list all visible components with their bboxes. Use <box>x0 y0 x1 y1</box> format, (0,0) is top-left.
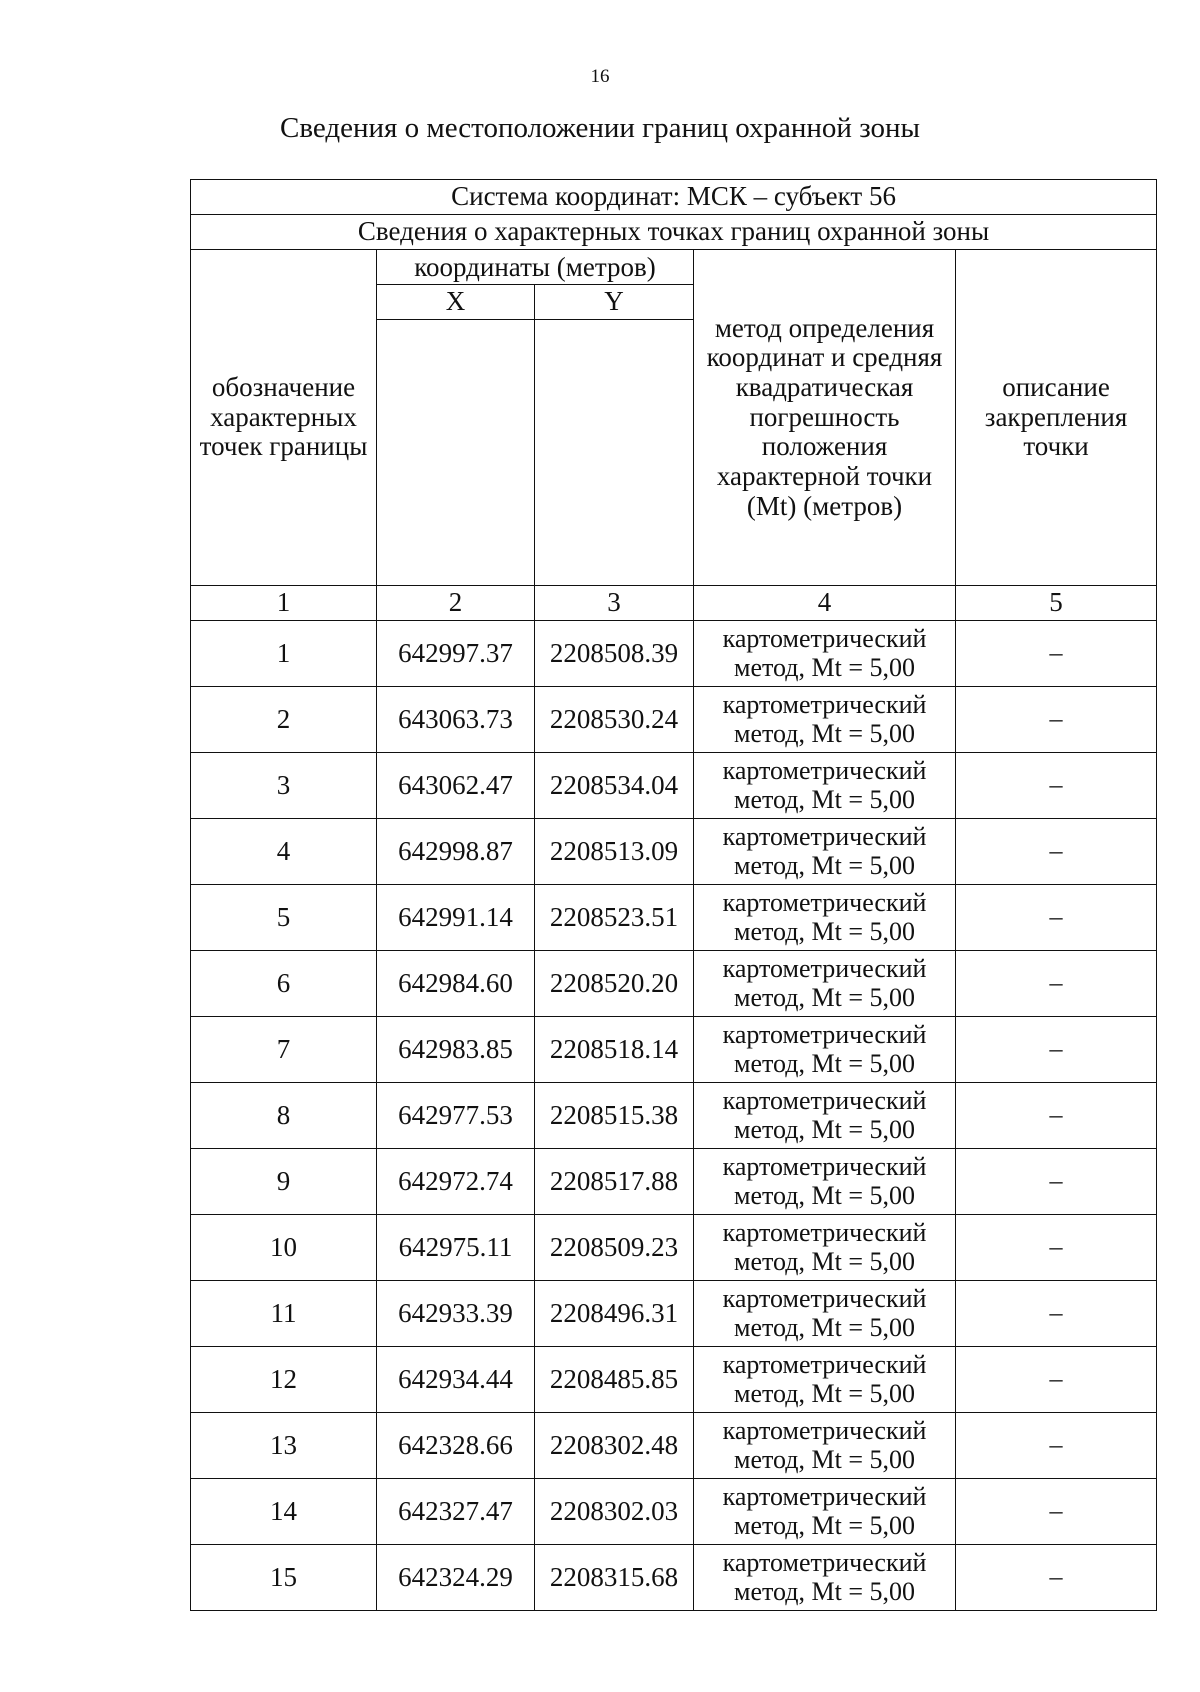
method-line-1: картометрический <box>722 756 927 786</box>
point-number-cell: 9 <box>191 1149 377 1215</box>
table-row <box>191 753 1157 819</box>
point-number-cell: 15 <box>191 1545 377 1611</box>
method-line-1: картометрический <box>722 822 927 852</box>
method-line-1: картометрический <box>722 690 927 720</box>
method-line-2: метод, Mt = 5,00 <box>734 850 915 880</box>
method-cell <box>694 885 956 951</box>
fixing-description-cell: – <box>956 1017 1157 1083</box>
column-number-3: 3 <box>535 586 694 621</box>
y-coordinate-cell: 2208496.31 <box>535 1281 694 1347</box>
boundary-points-table <box>190 179 1157 1611</box>
header-x-spacer <box>377 320 535 586</box>
x-coordinate-cell: 642983.85 <box>377 1017 535 1083</box>
method-line-2: метод, Mt = 5,00 <box>734 1246 915 1276</box>
table-row <box>191 687 1157 753</box>
y-coordinate-cell: 2208520.20 <box>535 951 694 1017</box>
fixing-description-cell: – <box>956 1413 1157 1479</box>
column-number-2: 2 <box>377 586 535 621</box>
column-number-1: 1 <box>191 586 377 621</box>
y-coordinate-cell: 2208509.23 <box>535 1215 694 1281</box>
x-coordinate-cell: 642998.87 <box>377 819 535 885</box>
method-cell <box>694 1413 956 1479</box>
y-coordinate-cell: 2208530.24 <box>535 687 694 753</box>
fixing-description-cell: – <box>956 753 1157 819</box>
point-number-cell: 2 <box>191 687 377 753</box>
y-coordinate-cell: 2208513.09 <box>535 819 694 885</box>
table-row <box>191 1017 1157 1083</box>
header-x: X <box>377 285 535 320</box>
y-coordinate-cell: 2208315.68 <box>535 1545 694 1611</box>
method-line-1: картометрический <box>722 1218 927 1248</box>
method-line-1: картометрический <box>722 1020 927 1050</box>
column-number-5: 5 <box>956 586 1157 621</box>
y-coordinate-cell: 2208523.51 <box>535 885 694 951</box>
table-row <box>191 1149 1157 1215</box>
table-row <box>191 819 1157 885</box>
method-line-1: картометрический <box>722 1482 927 1512</box>
method-line-1: картометрический <box>722 1548 927 1578</box>
table-row <box>191 885 1157 951</box>
table-row <box>191 1347 1157 1413</box>
point-number-cell: 1 <box>191 621 377 687</box>
method-line-2: метод, Mt = 5,00 <box>734 718 915 748</box>
page-number: 16 <box>590 66 610 87</box>
x-coordinate-cell: 642997.37 <box>377 621 535 687</box>
method-line-2: метод, Mt = 5,00 <box>734 1114 915 1144</box>
fixing-description-cell: – <box>956 621 1157 687</box>
coordinate-system-cell: Система координат: МСК – субъект 56 <box>191 180 1157 215</box>
point-number-cell: 8 <box>191 1083 377 1149</box>
y-coordinate-cell: 2208517.88 <box>535 1149 694 1215</box>
fixing-description-cell: – <box>956 885 1157 951</box>
table-row <box>191 1545 1157 1611</box>
x-coordinate-cell: 642984.60 <box>377 951 535 1017</box>
y-coordinate-cell: 2208302.03 <box>535 1479 694 1545</box>
method-line-2: метод, Mt = 5,00 <box>734 1510 915 1540</box>
method-line-1: картометрический <box>722 1152 927 1182</box>
fixing-description-cell: – <box>956 819 1157 885</box>
y-coordinate-cell: 2208485.85 <box>535 1347 694 1413</box>
method-cell <box>694 753 956 819</box>
method-line-2: метод, Mt = 5,00 <box>734 1378 915 1408</box>
header-fixing-description: описание закрепления точки <box>956 250 1157 586</box>
method-cell <box>694 1479 956 1545</box>
fixing-description-cell: – <box>956 1215 1157 1281</box>
method-line-1: картометрический <box>722 1416 927 1446</box>
method-line-1: картометрический <box>722 954 927 984</box>
table-row <box>191 1413 1157 1479</box>
x-coordinate-cell: 642327.47 <box>377 1479 535 1545</box>
table-row <box>191 1479 1157 1545</box>
point-number-cell: 3 <box>191 753 377 819</box>
method-cell <box>694 1017 956 1083</box>
x-coordinate-cell: 642324.29 <box>377 1545 535 1611</box>
table-row <box>191 951 1157 1017</box>
point-number-cell: 12 <box>191 1347 377 1413</box>
x-coordinate-cell: 643062.47 <box>377 753 535 819</box>
method-cell <box>694 1281 956 1347</box>
method-cell <box>694 1083 956 1149</box>
point-number-cell: 14 <box>191 1479 377 1545</box>
point-number-cell: 7 <box>191 1017 377 1083</box>
method-cell <box>694 951 956 1017</box>
x-coordinate-cell: 642328.66 <box>377 1413 535 1479</box>
x-coordinate-cell: 642977.53 <box>377 1083 535 1149</box>
y-coordinate-cell: 2208534.04 <box>535 753 694 819</box>
method-cell <box>694 1215 956 1281</box>
table-row <box>191 1215 1157 1281</box>
method-line-1: картометрический <box>722 1284 927 1314</box>
method-line-2: метод, Mt = 5,00 <box>734 1312 915 1342</box>
x-coordinate-cell: 642972.74 <box>377 1149 535 1215</box>
method-line-2: метод, Mt = 5,00 <box>734 1180 915 1210</box>
method-cell <box>694 1347 956 1413</box>
header-coordinates-group: координаты (метров) <box>377 250 694 285</box>
fixing-description-cell: – <box>956 1149 1157 1215</box>
fixing-description-cell: – <box>956 951 1157 1017</box>
header-point-designation: обозначение характерных точек границы <box>191 250 377 586</box>
method-line-2: метод, Mt = 5,00 <box>734 652 915 682</box>
table-row <box>191 1083 1157 1149</box>
fixing-description-cell: – <box>956 1479 1157 1545</box>
x-coordinate-cell: 642934.44 <box>377 1347 535 1413</box>
method-line-2: метод, Mt = 5,00 <box>734 1444 915 1474</box>
fixing-description-cell: – <box>956 1347 1157 1413</box>
fixing-description-cell: – <box>956 1083 1157 1149</box>
y-coordinate-cell: 2208508.39 <box>535 621 694 687</box>
point-number-cell: 11 <box>191 1281 377 1347</box>
section-title-cell: Сведения о характерных точках границ охранной зоны <box>191 215 1157 250</box>
document-title: Сведения о местоположении границ охранной зоны <box>279 112 920 144</box>
method-line-2: метод, Mt = 5,00 <box>734 784 915 814</box>
method-line-2: метод, Mt = 5,00 <box>734 1576 915 1606</box>
method-line-1: картометрический <box>722 1350 927 1380</box>
method-cell <box>694 819 956 885</box>
y-coordinate-cell: 2208515.38 <box>535 1083 694 1149</box>
table-row <box>191 621 1157 687</box>
y-coordinate-cell: 2208302.48 <box>535 1413 694 1479</box>
point-number-cell: 10 <box>191 1215 377 1281</box>
method-line-2: метод, Mt = 5,00 <box>734 916 915 946</box>
method-cell <box>694 1545 956 1611</box>
x-coordinate-cell: 642975.11 <box>377 1215 535 1281</box>
method-line-2: метод, Mt = 5,00 <box>734 982 915 1012</box>
point-number-cell: 6 <box>191 951 377 1017</box>
y-coordinate-cell: 2208518.14 <box>535 1017 694 1083</box>
fixing-description-cell: – <box>956 1545 1157 1611</box>
method-line-1: картометрический <box>722 624 927 654</box>
header-y-spacer <box>535 320 694 586</box>
method-cell <box>694 1149 956 1215</box>
x-coordinate-cell: 642933.39 <box>377 1281 535 1347</box>
fixing-description-cell: – <box>956 687 1157 753</box>
x-coordinate-cell: 642991.14 <box>377 885 535 951</box>
column-number-row <box>191 586 1157 621</box>
table-row <box>191 1281 1157 1347</box>
header-y: Y <box>535 285 694 320</box>
method-line-2: метод, Mt = 5,00 <box>734 1048 915 1078</box>
method-cell <box>694 687 956 753</box>
method-line-1: картометрический <box>722 1086 927 1116</box>
point-number-cell: 13 <box>191 1413 377 1479</box>
column-number-4: 4 <box>694 586 956 621</box>
method-cell <box>694 621 956 687</box>
point-number-cell: 4 <box>191 819 377 885</box>
fixing-description-cell: – <box>956 1281 1157 1347</box>
header-method: метод определения координат и средняя квадратическая погрешность положения характерной точки (Mt) (метров) <box>694 250 956 586</box>
point-number-cell: 5 <box>191 885 377 951</box>
x-coordinate-cell: 643063.73 <box>377 687 535 753</box>
method-line-1: картометрический <box>722 888 927 918</box>
